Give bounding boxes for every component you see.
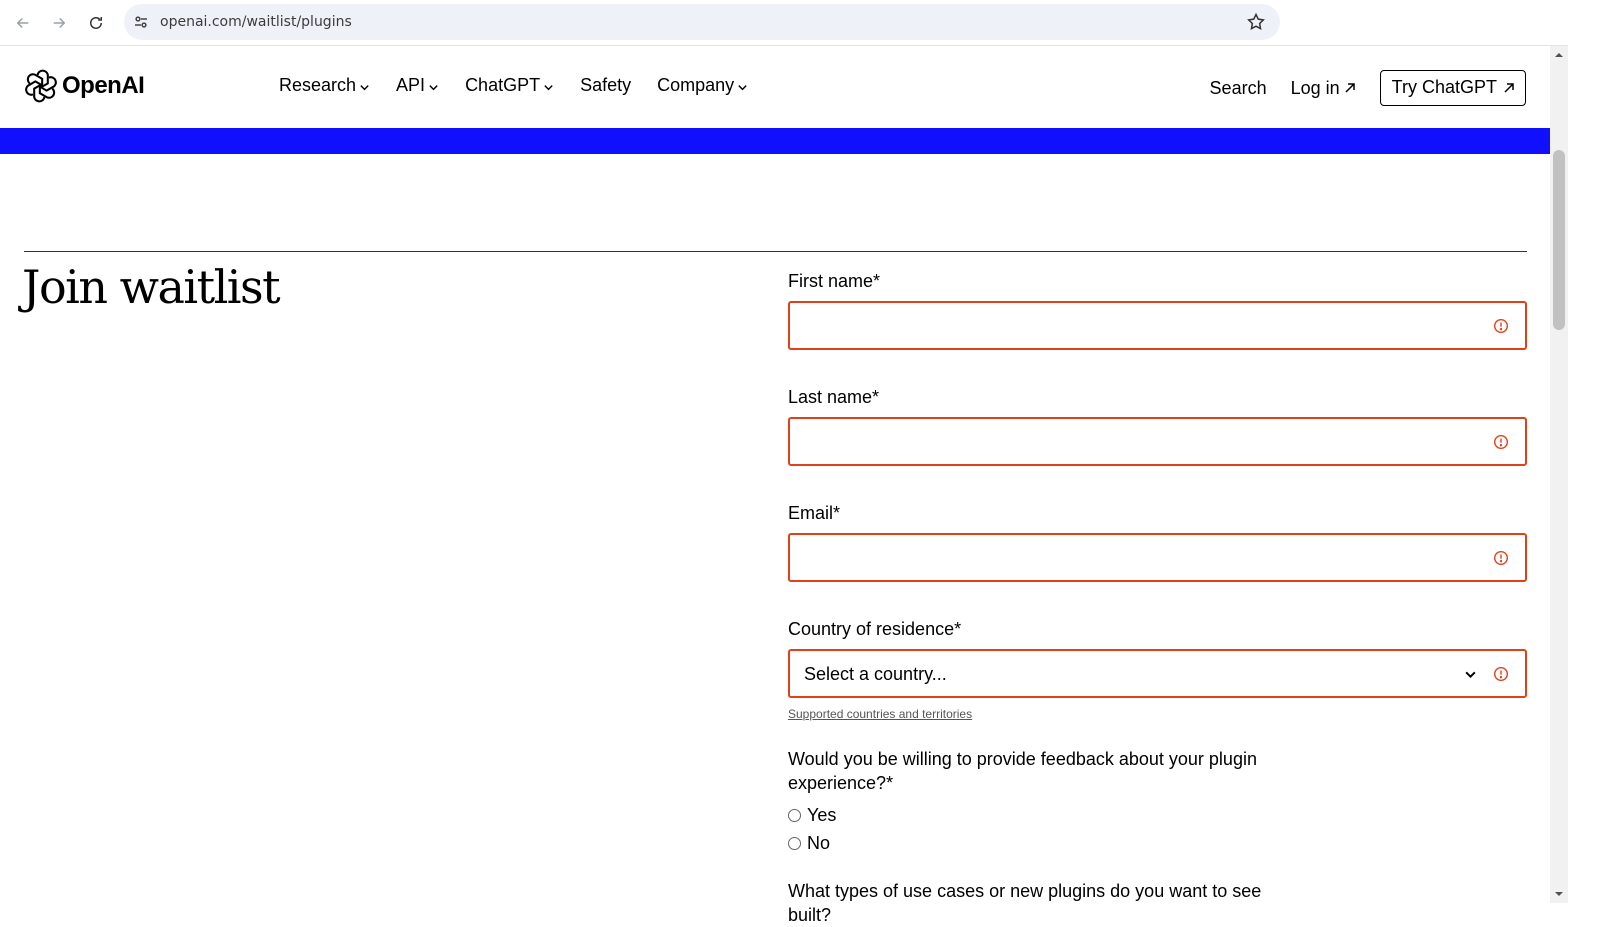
openai-logo[interactable] [24,69,144,103]
external-arrow-icon [1344,82,1356,94]
supported-countries-link[interactable]: Supported countries and territories [788,707,973,721]
web-page [0,46,1550,925]
header-actions [1210,70,1526,106]
forward-button[interactable] [45,9,73,37]
reload-icon [87,14,105,32]
page-scrollbar[interactable] [1550,46,1568,903]
search-link[interactable]: Search [1209,77,1267,98]
nav-item-safety[interactable] [580,75,631,96]
option-label: No [807,832,831,853]
email-label: Email* [788,503,841,523]
feedback-option-yes[interactable] [788,801,1527,829]
section-divider [24,251,1527,252]
chevron-down-icon [428,82,439,93]
nav-label: ChatGPT [465,75,541,95]
scroll-up-icon[interactable] [1554,50,1564,60]
error-icon [1493,434,1509,450]
reload-button[interactable] [82,9,110,37]
usecases-question: What types of use cases or new plugins do you want to see built? [788,881,1262,925]
nav-item-chatgpt[interactable] [465,75,554,96]
last-name-label: Last name* [788,387,880,407]
nav-label: Safety [580,75,632,95]
first-name-label: First name* [788,271,881,291]
announcement-banner [0,128,1550,154]
last-name-input[interactable] [788,417,1527,466]
radio-button[interactable] [788,837,801,850]
error-icon [1493,666,1509,682]
back-arrow-icon [14,14,32,32]
external-arrow-icon [1503,82,1515,94]
login-label: Log in [1290,77,1340,98]
feedback-question: Would you be willing to provide feedback about your plugin experience?* [788,749,1257,793]
site-info-icon[interactable] [132,13,150,31]
email-input[interactable] [788,533,1527,582]
chevron-down-icon [543,82,554,93]
error-icon [1493,318,1509,334]
try-chatgpt-label: Try ChatGPT [1391,77,1497,97]
forward-arrow-icon [50,14,68,32]
country-label: Country of residence* [788,619,962,639]
url-text: openai.com/waitlist/plugins [160,14,352,30]
page-title: Join waitlist [22,260,280,314]
nav-item-api[interactable] [396,75,439,96]
site-header [0,46,1550,128]
waitlist-form [788,270,1527,927]
chevron-down-icon [737,82,748,93]
address-bar[interactable] [124,4,1280,40]
try-chatgpt-button[interactable] [1380,70,1526,106]
radio-button[interactable] [788,809,801,822]
openai-knot-icon [24,69,58,103]
scroll-down-icon[interactable] [1554,889,1564,899]
option-label: Yes [807,804,837,825]
login-link[interactable] [1291,78,1356,99]
first-name-input[interactable] [788,301,1527,350]
back-button[interactable] [9,9,37,37]
feedback-options [788,801,1527,857]
feedback-option-no[interactable] [788,829,1527,857]
nav-label: Research [279,75,357,95]
nav-label: API [396,75,426,95]
country-select[interactable] [788,649,1527,698]
nav-label: Company [657,75,735,95]
country-select-value: Select a country... [804,664,947,684]
scrollbar-thumb[interactable] [1553,150,1565,330]
error-icon [1493,550,1509,566]
browser-toolbar [0,0,1600,46]
nav-item-company[interactable] [657,75,748,96]
window-edge [1568,0,1600,903]
nav-item-research[interactable] [279,75,370,96]
chevron-down-icon [359,82,370,93]
bookmark-star-icon[interactable] [1246,12,1266,32]
main-nav [279,75,748,96]
logo-text: OpenAI [62,72,145,99]
chevron-down-icon [1464,668,1477,681]
